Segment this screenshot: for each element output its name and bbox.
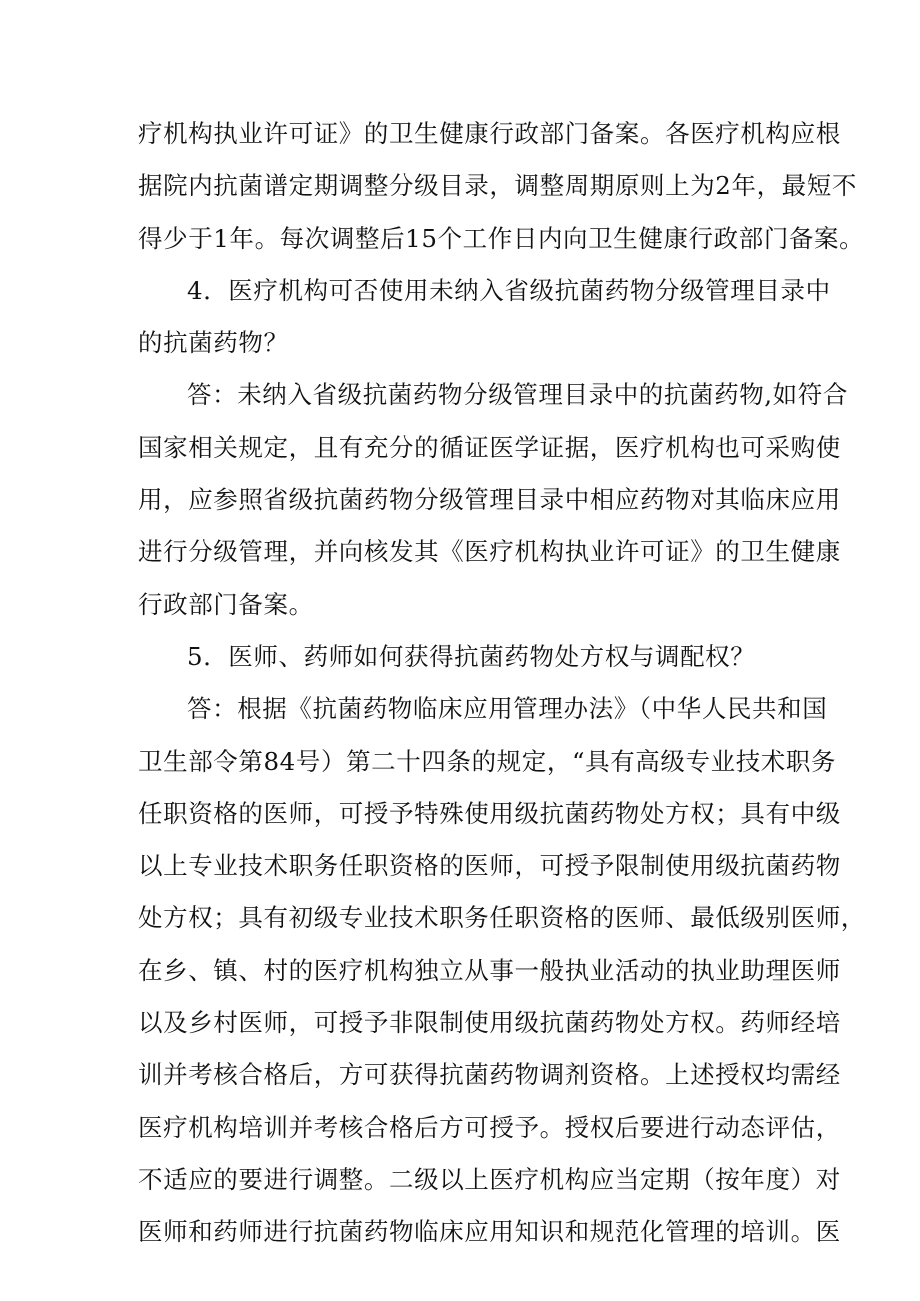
document-body [138, 108, 866, 1259]
answer-5-line-10: 不适应的要进行调整。二级以上医疗机构应当定期（按年度）对 [138, 1164, 841, 1194]
answer-5-line-8: 训并考核合格后，方可获得抗菌药物调剂资格。上述授权均需经 [138, 1060, 841, 1090]
answer-5-line-4: 以上专业技术职务任职资格的医师，可授予限制使用级抗菌药物 [138, 851, 841, 881]
answer-4-line-3: 用，应参照省级抗菌药物分级管理目录中相应药物对其临床应用 [138, 485, 841, 515]
answer-4-line-2: 国家相关规定，且有充分的循证医学证据，医疗机构也可采购使 [138, 432, 841, 462]
answer-4-line-5: 行政部门备案。 [138, 589, 314, 619]
answer-5-line-3: 任职资格的医师，可授予特殊使用级抗菌药物处方权；具有中级 [138, 798, 841, 828]
answer-5-line-9: 医疗机构培训并考核合格后方可授予。授权后要进行动态评估， [138, 1112, 841, 1142]
question-4-line-2: 的抗菌药物？ [138, 328, 289, 358]
answer-5-line-6: 在乡、镇、村的医疗机构独立从事一般执业活动的执业助理医师 [138, 955, 841, 985]
answer-5-line-7: 以及乡村医师，可授予非限制使用级抗菌药物处方权。药师经培 [138, 1008, 841, 1038]
question-4-line-1: 4．医疗机构可否使用未纳入省级抗菌药物分级管理目录中 [187, 275, 831, 305]
question-5-line-1: 5．医师、药师如何获得抗菌药物处方权与调配权？ [187, 641, 756, 671]
text-line-1: 疗机构执业许可证》的卫生健康行政部门备案。各医疗机构应根 [138, 119, 841, 148]
text-line-3: 得少于1年。每次调整后15个工作日内向卫生健康行政部门备案。 [138, 223, 865, 253]
text-line-2: 据院内抗菌谱定期调整分级目录，调整周期原则上为2年，最短不 [138, 171, 857, 201]
answer-4-line-1: 答：未纳入省级抗菌药物分级管理目录中的抗菌药物,如符合 [187, 380, 848, 410]
answer-5-line-1: 答：根据《抗菌药物临床应用管理办法》（中华人民共和国 [187, 694, 828, 724]
answer-4-line-4: 进行分级管理，并向核发其《医疗机构执业许可证》的卫生健康 [138, 537, 841, 567]
answer-5-line-11: 医师和药师进行抗菌药物临床应用知识和规范化管理的培训。医 [138, 1217, 841, 1247]
answer-5-line-2: 卫生部令第84号）第二十四条的规定，“具有高级专业技术职务 [138, 746, 837, 776]
answer-5-line-5: 处方权；具有初级专业技术职务任职资格的医师、最低级别医师， [138, 903, 866, 933]
